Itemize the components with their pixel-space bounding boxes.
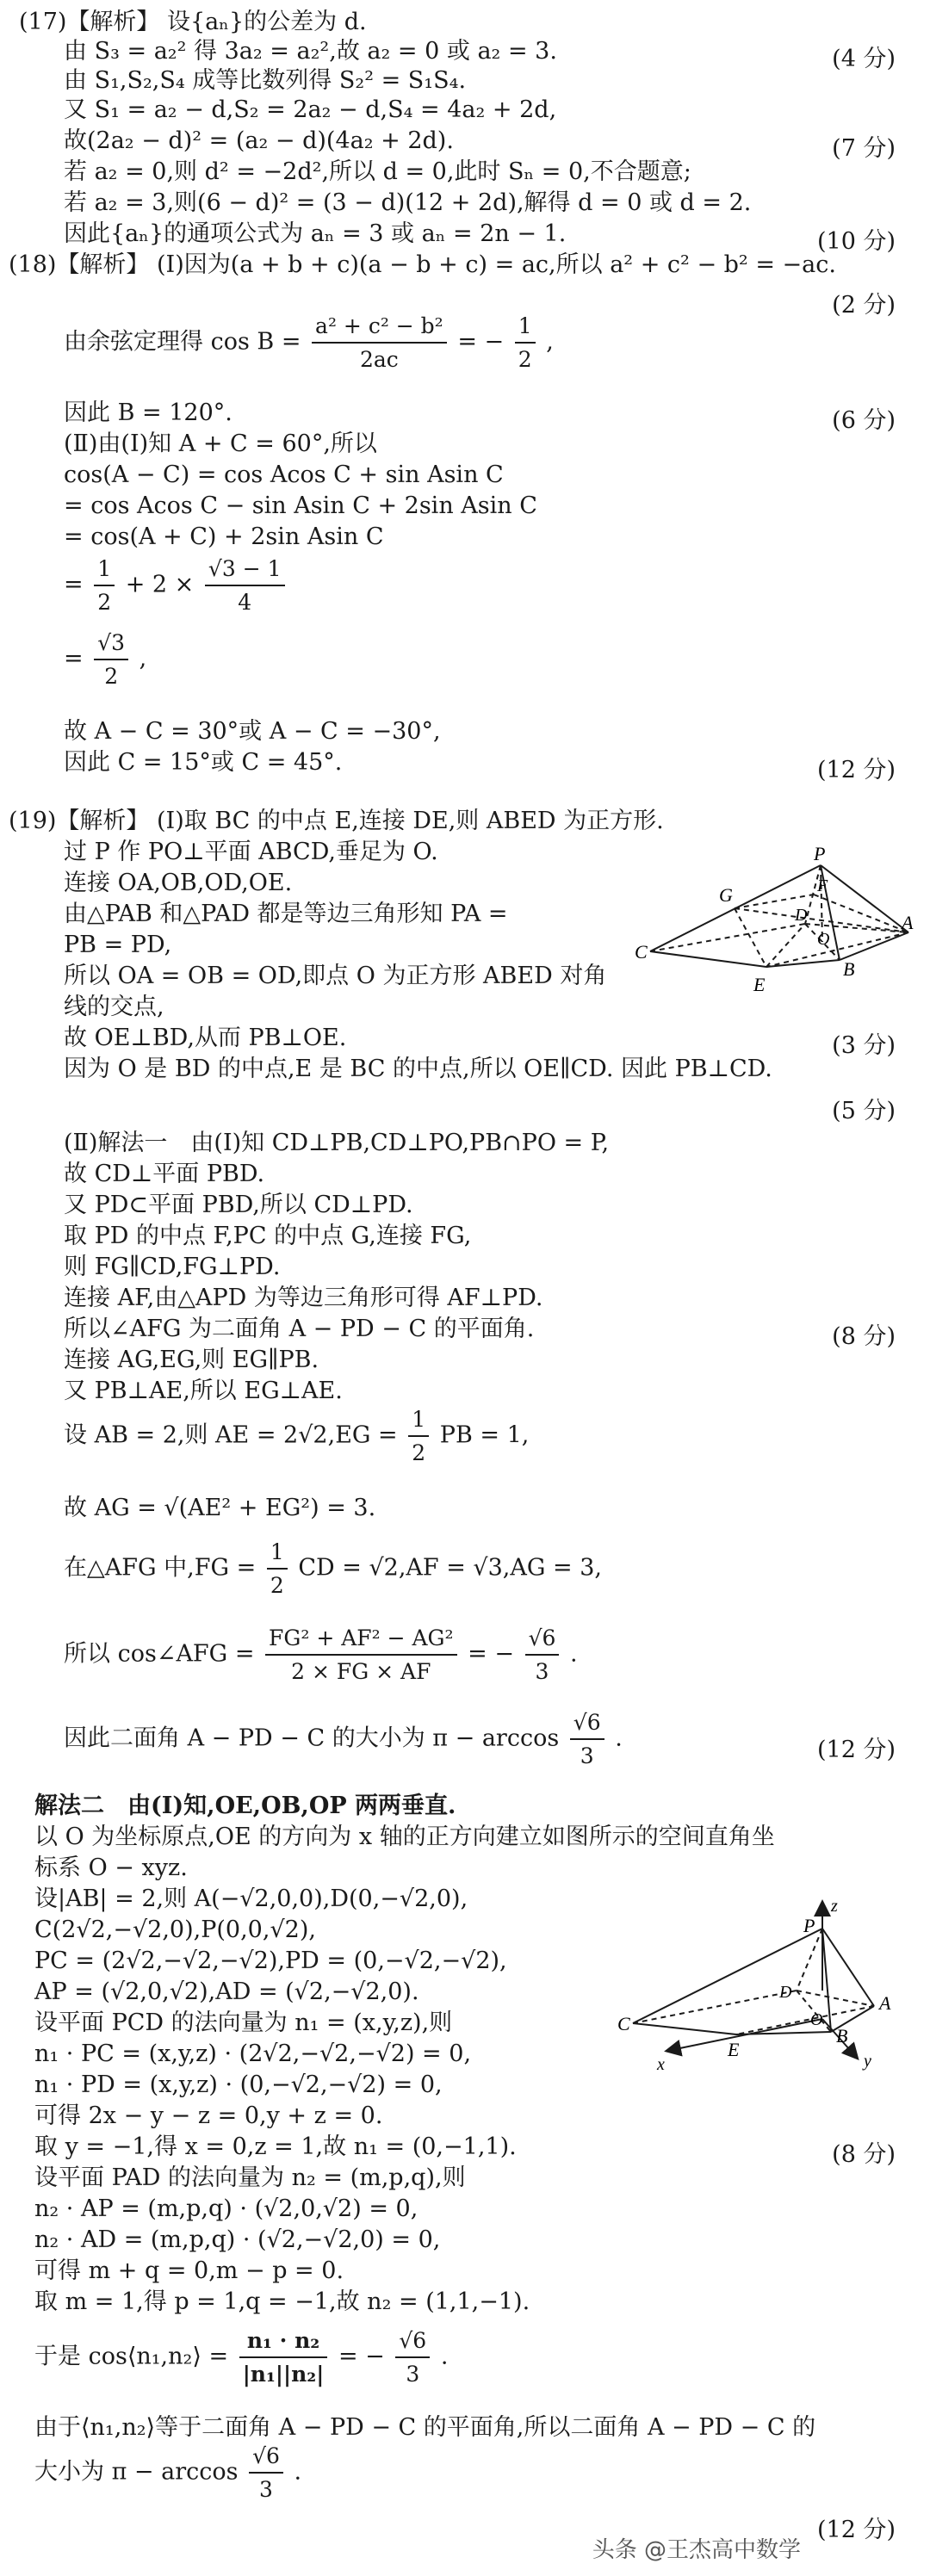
- p19-line-7: 线的交点,: [64, 994, 164, 1020]
- fig2-label-C: C: [617, 2013, 630, 2034]
- p19-ans-lead: 因此二面角 A − PD − C 的大小为 π − arccos: [64, 1725, 560, 1752]
- p19-cos-num-2: √6: [525, 1625, 560, 1656]
- p18-e1-num-2: √3 − 1: [205, 556, 285, 586]
- m2-last-den: 3: [259, 2477, 273, 2502]
- m2-cos-eq: = −: [338, 2343, 385, 2370]
- fig2-label-z: z: [831, 1897, 838, 1916]
- p19-line-1: (19)【解析】 (Ⅰ)取 BC 的中点 E,连接 DE,则 ABED 为正方形.: [9, 808, 664, 834]
- p18-expr-2: [64, 630, 146, 689]
- p19-ab-num: 1: [408, 1407, 429, 1437]
- m2-cos-line: [34, 2328, 448, 2387]
- p19-line-6: 所以 OA = OB = OD,即点 O 为正方形 ABED 对角: [64, 963, 607, 989]
- p17-score-1: (4 分): [832, 46, 896, 72]
- m2-last-num: √6: [249, 2443, 283, 2474]
- m2-line-2: 以 O 为坐标原点,OE 的方向为 x 轴的正方向建立如图所示的空间直角坐: [34, 1824, 775, 1850]
- p17-score-3: (10 分): [816, 228, 896, 255]
- p17-line-7: 若 a₂ = 3,则(6 − d)² = (3 − d)(12 + 2d),解得 d = 0 或 d = 2.: [64, 189, 752, 216]
- p18-e1-lead: =: [64, 571, 84, 598]
- p18-cos-eq: = −: [457, 328, 505, 356]
- p18-e2-den: 2: [104, 664, 119, 689]
- p18-e1-num-1: 1: [94, 556, 115, 586]
- p19-tri-num: 1: [267, 1539, 288, 1570]
- p19-ans-den: 3: [580, 1743, 594, 1768]
- m2-last-line-1: 由于⟨n₁,n₂⟩等于二面角 A − PD − C 的平面角,所以二面角 A − PD − C 的: [34, 2414, 816, 2441]
- p19-ans-num: √6: [570, 1710, 604, 1740]
- p19-line-2: 过 P 作 PO⊥平面 ABCD,垂足为 O.: [64, 839, 438, 865]
- m2-cos-frac-1: [239, 2328, 328, 2387]
- p19-ag-line: 故 AG = √(AE² + EG²) = 3.: [64, 1495, 376, 1521]
- fig2-label-x: x: [657, 2055, 665, 2074]
- p18-line-3: 因此 B = 120°.: [64, 399, 232, 426]
- m2-cos-tail: .: [440, 2343, 449, 2370]
- m2-cos-num-1: n₁ · n₂: [239, 2328, 328, 2358]
- fig1-label-E: E: [753, 974, 766, 995]
- p18-cos-fraction: [312, 313, 447, 372]
- fig1-label-F: F: [817, 876, 828, 895]
- fig1-label-G: G: [719, 884, 733, 906]
- p18-half-den: 2: [518, 347, 532, 372]
- p18-e1-den-2: 4: [238, 590, 252, 615]
- m2-line-15: n₂ · AD = (m,p,q) · (√2,−√2,0) = 0,: [34, 2226, 441, 2253]
- p18-cos-tail: ,: [546, 328, 554, 356]
- p19-line-8: 故 OE⊥BD,从而 PB⊥OE.: [64, 1025, 347, 1051]
- p19-score-3: (8 分): [832, 1323, 896, 1350]
- p17-line-4: 又 S₁ = a₂ − d,S₂ = 2a₂ − d,S₄ = 4a₂ + 2d,: [64, 96, 557, 123]
- p18-line-4: (Ⅱ)由(Ⅰ)知 A + C = 60°,所以: [64, 430, 377, 457]
- pyramid-figure-2: [616, 1894, 926, 2075]
- m2-score-2: (12 分): [816, 2517, 896, 2543]
- p19-ab-lead: 设 AB = 2,则 AE = 2√2,EG =: [64, 1421, 398, 1449]
- pyramid-figure-1: [633, 839, 917, 1003]
- m2-last-tail: .: [294, 2458, 302, 2486]
- p19-tri-den: 2: [270, 1573, 284, 1598]
- p19-m1-line-7: 所以∠AFG 为二面角 A − PD − C 的平面角.: [64, 1316, 535, 1342]
- fig2-label-A: A: [879, 1992, 891, 2014]
- p19-line-3: 连接 OA,OB,OD,OE.: [64, 870, 293, 896]
- m2-cos-num-2: √6: [395, 2328, 430, 2358]
- p19-line-4: 由△PAB 和△PAD 都是等边三角形知 PA =: [64, 901, 508, 927]
- p19-m1-line-5: 则 FG∥CD,FG⊥PD.: [64, 1254, 281, 1280]
- fig1-label-O: O: [817, 930, 830, 949]
- p19-score-2: (5 分): [832, 1098, 896, 1124]
- m2-line-11: 可得 2x − y − z = 0,y + z = 0.: [34, 2102, 383, 2129]
- p19-ab-tail: PB = 1,: [439, 1421, 530, 1449]
- m2-line-16: 可得 m + q = 0,m − p = 0.: [34, 2257, 344, 2284]
- fig2-label-P: P: [803, 1915, 815, 1936]
- p18-e2-frac: [94, 630, 128, 689]
- m2-line-14: n₂ · AP = (m,p,q) · (√2,0,√2) = 0,: [34, 2195, 418, 2222]
- m2-cos-lead: 于是 cos⟨n₁,n₂⟩ =: [34, 2343, 229, 2370]
- p19-m1-line-6: 连接 AF,由△APD 为等边三角形可得 AF⊥PD.: [64, 1285, 543, 1311]
- p19-m1-line-1: (Ⅱ)解法一 由(Ⅰ)知 CD⊥PB,CD⊥PO,PB∩PO = P,: [64, 1130, 610, 1156]
- p18-line-9: 因此 C = 15°或 C = 45°.: [64, 749, 343, 776]
- p18-line-7: = cos(A + C) + 2sin Asin C: [64, 523, 384, 550]
- m2-last-frac: [249, 2443, 283, 2502]
- p17-score-2: (7 分): [832, 135, 896, 162]
- watermark: 头条 @王杰高中数学: [592, 2537, 801, 2563]
- p19-ans-line: [64, 1710, 623, 1768]
- p18-cos-lead: 由余弦定理得 cos B =: [64, 328, 301, 356]
- p18-cos-num: a² + c² − b²: [312, 313, 447, 344]
- p18-e1-den-1: 2: [97, 590, 112, 615]
- fig2-label-y: y: [864, 2052, 871, 2071]
- p18-line-5: cos(A − C) = cos Acos C + sin Asin C: [64, 461, 504, 488]
- p18-half-fraction: [515, 313, 536, 372]
- p18-e2-tail: ,: [139, 645, 147, 672]
- p18-cos-den: 2ac: [359, 347, 399, 372]
- m2-cos-den-1: |n₁||n₂|: [242, 2362, 325, 2387]
- p18-line-1: (18)【解析】 (Ⅰ)因为(a + b + c)(a − b + c) = ac,所以 a² + c² − b² = −ac.: [9, 251, 836, 278]
- m2-line-6: PC = (2√2,−√2,−√2),PD = (0,−√2,−√2),: [34, 1947, 507, 1974]
- fig2-label-B: B: [836, 2025, 848, 2047]
- p19-ans-tail: .: [615, 1725, 623, 1752]
- p19-ans-frac: [570, 1710, 604, 1768]
- p19-ab-line: [64, 1407, 529, 1465]
- p19-cos-eq: = −: [468, 1640, 514, 1668]
- fig1-label-C: C: [635, 941, 648, 963]
- p18-line-6: = cos Acos C − sin Asin C + 2sin Asin C: [64, 492, 537, 519]
- p17-line-2: 由 S₃ = a₂² 得 3a₂ = a₂²,故 a₂ = 0 或 a₂ = 3.: [64, 38, 557, 65]
- m2-line-4: 设|AB| = 2,则 A(−√2,0,0),D(0,−√2,0),: [34, 1886, 468, 1912]
- p18-line-8: 故 A − C = 30°或 A − C = −30°,: [64, 718, 441, 745]
- p19-tri-lead: 在△AFG 中,FG =: [64, 1554, 257, 1582]
- p17-line-3: 由 S₁,S₂,S₄ 成等比数列得 S₂² = S₁S₄.: [64, 67, 467, 94]
- p19-m1-line-2: 故 CD⊥平面 PBD.: [64, 1161, 265, 1187]
- p19-ab-den: 2: [412, 1440, 426, 1465]
- p19-cos-tail: .: [570, 1640, 578, 1668]
- p18-half-num: 1: [515, 313, 536, 344]
- p19-m1-line-4: 取 PD 的中点 F,PC 的中点 G,连接 FG,: [64, 1223, 472, 1249]
- fig1-label-D: D: [795, 906, 808, 925]
- p17-line-6: 若 a₂ = 0,则 d² = −2d²,所以 d = 0,此时 Sₙ = 0,不合题意;: [64, 158, 691, 185]
- p19-score-1: (3 分): [832, 1032, 896, 1059]
- fig1-label-A: A: [902, 912, 914, 933]
- fig1-label-B: B: [843, 958, 855, 980]
- m2-line-7: AP = (√2,0,√2),AD = (√2,−√2,0).: [34, 1978, 419, 2005]
- p19-m1-line-8: 连接 AG,EG,则 EG∥PB.: [64, 1347, 319, 1373]
- m2-line-1: 解法二 由(Ⅰ)知,OE,OB,OP 两两垂直.: [34, 1793, 456, 1819]
- p19-cos-den-1: 2 × FG × AF: [291, 1659, 431, 1684]
- p18-expr-1: [64, 556, 288, 615]
- p19-score-4: (12 分): [816, 1737, 896, 1763]
- m2-line-12: 取 y = −1,得 x = 0,z = 1,故 n₁ = (0,−1,1).: [34, 2133, 517, 2160]
- p19-cos-line: [64, 1625, 578, 1684]
- m2-cos-frac-2: [395, 2328, 430, 2387]
- p18-e1-mid: + 2 ×: [125, 571, 195, 598]
- m2-line-10: n₁ · PD = (x,y,z) · (0,−√2,−√2) = 0,: [34, 2071, 443, 2098]
- m2-line-9: n₁ · PC = (x,y,z) · (2√2,−√2,−√2) = 0,: [34, 2040, 472, 2067]
- m2-line-13: 设平面 PAD 的法向量为 n₂ = (m,p,q),则: [34, 2164, 466, 2191]
- p19-tri-line: [64, 1539, 602, 1598]
- m2-line-5: C(2√2,−√2,0),P(0,0,√2),: [34, 1917, 316, 1943]
- p18-e1-frac-1: [94, 556, 115, 615]
- p18-e1-frac-2: [205, 556, 285, 615]
- p19-cos-frac-1: [265, 1625, 457, 1684]
- p18-score-3: (12 分): [816, 757, 896, 783]
- m2-line-3: 标系 O − xyz.: [34, 1855, 188, 1881]
- p19-cos-num-1: FG² + AF² − AG²: [265, 1625, 457, 1656]
- fig2-label-E: E: [728, 2039, 740, 2060]
- m2-cos-den-2: 3: [406, 2362, 420, 2387]
- p19-tri-tail: CD = √2,AF = √3,AG = 3,: [298, 1554, 603, 1582]
- p19-tri-frac: [267, 1539, 288, 1598]
- p17-line-1: (17)【解析】 设{aₙ}的公差为 d.: [19, 9, 367, 35]
- p18-score-2: (6 分): [832, 407, 896, 434]
- m2-score-1: (8 分): [832, 2141, 896, 2168]
- m2-line-17: 取 m = 1,得 p = 1,q = −1,故 n₂ = (1,1,−1).: [34, 2288, 530, 2315]
- m2-line-8: 设平面 PCD 的法向量为 n₁ = (x,y,z),则: [34, 2009, 453, 2036]
- p18-e2-num: √3: [94, 630, 128, 660]
- p19-cos-frac-2: [525, 1625, 560, 1684]
- p19-ab-frac: [408, 1407, 429, 1465]
- p19-cos-den-2: 3: [535, 1659, 549, 1684]
- p18-score-1: (2 分): [832, 292, 896, 319]
- p19-m1-line-3: 又 PD⊂平面 PBD,所以 CD⊥PD.: [64, 1192, 413, 1218]
- fig1-label-P: P: [814, 843, 826, 864]
- fig2-label-D: D: [779, 1983, 792, 2002]
- p19-cos-lead: 所以 cos∠AFG =: [64, 1640, 255, 1668]
- p19-line-9: 因为 O 是 BD 的中点,E 是 BC 的中点,所以 OE∥CD. 因此 PB⊥CD.: [64, 1056, 772, 1082]
- p19-line-5: PB = PD,: [64, 932, 172, 958]
- m2-last-lead: 大小为 π − arccos: [34, 2458, 239, 2486]
- p18-cos-formula: [64, 313, 554, 372]
- p17-line-5: 故(2a₂ − d)² = (a₂ − d)(4a₂ + 2d).: [64, 127, 454, 154]
- p19-m1-line-9: 又 PB⊥AE,所以 EG⊥AE.: [64, 1378, 343, 1404]
- fig2-label-O: O: [810, 2010, 823, 2029]
- p17-line-8: 因此{aₙ}的通项公式为 aₙ = 3 或 aₙ = 2n − 1.: [64, 220, 567, 247]
- p18-e2-lead: =: [64, 645, 84, 672]
- m2-last-line-2: [34, 2443, 301, 2502]
